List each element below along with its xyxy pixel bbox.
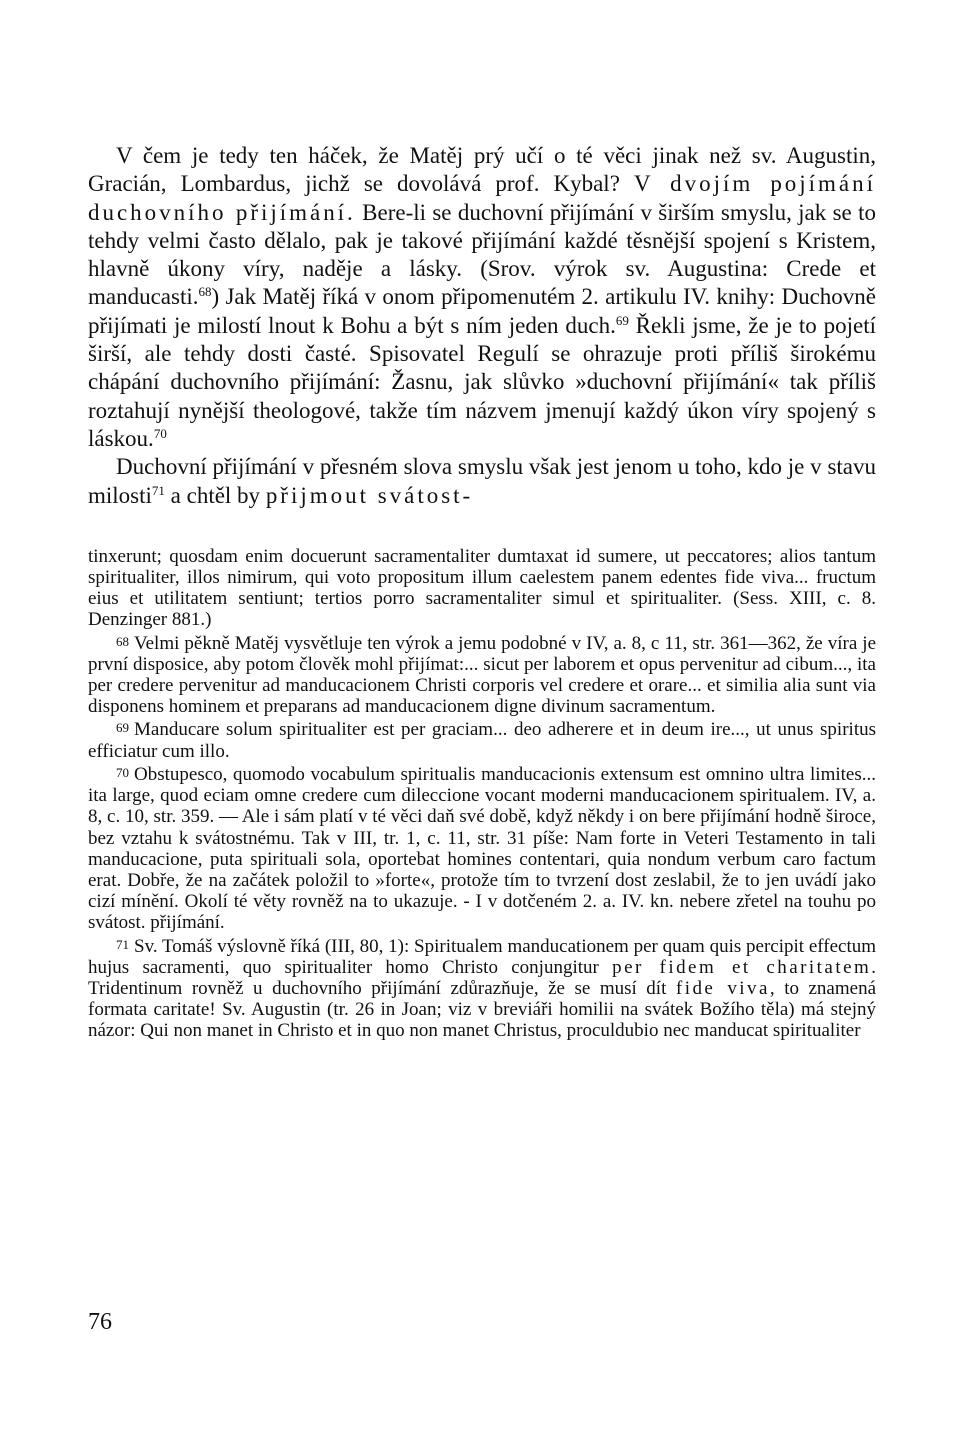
main-text-run: Řekli jsme, že je to pojetí širší, ale tehdy dosti časté. Spisovatel Regulí se ohrazuje proti příliš širokému chápání duchovního přijímání: Žasnu, jak slůvko »duchovní přijímání« tak příliš roztahují nynější theologové, takže tím názvem jmenují každý úkon víry spojený s láskou. xyxy=(88,312,876,451)
emphasized-text: přijmout svátost- xyxy=(265,482,474,508)
footnote-number: 68 xyxy=(116,633,129,649)
emphasized-text: per fidem et charitatem xyxy=(612,956,872,978)
footnote-ref-71: 71 xyxy=(151,482,165,498)
footnote-number: 70 xyxy=(116,764,129,780)
main-text-run: ) Jak Matěj říká v onom připomenutém 2. artikulu IV. knihy: Duchovně přijímati je milostí lnout k Bohu a být s ním jeden duch. xyxy=(88,284,876,338)
emphasized-text: V dvojím pojímání duchovního přijímání. xyxy=(88,171,877,225)
main-paragraph-2 xyxy=(88,453,876,510)
footnote-continuation: tinxerunt; quosdam enim docuerunt sacramentaliter dumtaxat id sumere, ut peccatores; alios tantum spiritualiter, illos nimirum, qui voto propositum illum caelestem panem edentes fide viva... fructum eius et utilitatem sentiunt; tertios porro sacramentaliter simul et spiritualiter. (Sess. XIII, c. 8. Denzinger 881.) xyxy=(88,545,876,631)
footnote-text: . Tridentinum rovněž u duchovního přijímání zdůrazňuje, že se musí dít xyxy=(88,956,876,999)
footnote-text: Obstupesco, quomodo vocabulum spiritualis manducacionis extensum est omnino ultra limites... ita large, quod eciam omne credere cum dileccione vocant moderni manducacionem spiritualem. IV, a. 8, c. 10, str. 359. — Ale i sám platí v té věci daň své době, když někdy i on bere přijímání hodně široce, bez vztahu k svátostnému. Tak v III, tr. 1, c. 11, str. 31 píše: Nam forte in Veteri Testamento in tali manducacione, puta spirituali sola, oportebat homines contentari, quia nondum verbum caro factum erat. Dobře, že na začátek položil to »forte«, protože tím to tvrzení dost zeslabil, že to jen uvádí jako cizí mínění. Okolí té věty rovněž na to ukazuje. - I v dotčeném 2. a. IV. kn. nebere zřetel na touhu po svátost. přijímání. xyxy=(88,763,876,934)
footnote-ref-68: 68 xyxy=(198,284,212,300)
footnote-text: , to znamená formata caritate! Sv. Augustin (tr. 26 in Joan; viz v breviáři homilii na svátek Božího těla) má stejný názor: Qui non manet in Christo et in quo non manet Christus, proculdubio nec manducat spiritualiter xyxy=(88,977,877,1042)
footnote-number: 71 xyxy=(116,936,129,952)
footnote-69 xyxy=(88,717,876,761)
footnotes xyxy=(88,546,876,1042)
footnote-ref-70: 70 xyxy=(153,425,167,441)
footnote-68 xyxy=(88,631,876,718)
main-text-run: Duchovní přijímání v přesném slova smyslu však jest jenom u toho, kdo je v stavu milosti xyxy=(88,454,876,508)
footnote-71 xyxy=(88,934,876,1042)
footnote-text: Manducare solum spiritualiter est per graciam... deo adherere et in deum ire..., ut unus spiritus efficiatur cum illo. xyxy=(88,719,876,762)
emphasized-text: fide viva xyxy=(675,977,770,999)
main-text-run: a chtěl by xyxy=(164,482,266,508)
page-body xyxy=(88,142,876,1042)
page-number: 76 xyxy=(88,1309,112,1335)
footnote-text: Velmi pěkně Matěj vysvětluje ten výrok a jemu podobné v IV, a. 8, c 11, str. 361—362, že víra je první disposice, aby potom člověk mohl přijímat:... sicut per laborem et opus pervenitur ad cibum..., ita per credere pervenitur ad manducacionem Christi corporis vel credere et orare... et similia alia sunt via disponens hominem et preparans ad manducacionem digne divinum sacramentum. xyxy=(88,632,876,718)
main-paragraph-1 xyxy=(88,142,876,453)
main-text-run: V čem je tedy ten háček, že Matěj prý učí o té věci jinak než sv. Augustin, Gracián, Lombardus, jichž se dovolává prof. Kybal? xyxy=(88,143,876,197)
footnote-70 xyxy=(88,762,876,934)
main-text xyxy=(88,142,876,510)
footnote-ref-69: 69 xyxy=(615,312,629,328)
footnote-text: Sv. Tomáš výslovně říká (III, 80, 1): Spiritualem manducationem per quam quis percipit effectum hujus sacramenti, quo spiritualiter homo Christo conjungitur xyxy=(88,935,876,978)
main-text-run: Bere-li se duchovní přijímání v širším smyslu, jak se to tehdy velmi často dělalo, pak je takové přijímání každé těsnější spojení s Kristem, hlavně úkony víry, naděje a lásky. (Srov. výrok sv. Augustina: Crede et manducasti. xyxy=(88,199,876,310)
footnote-number: 69 xyxy=(116,720,129,736)
